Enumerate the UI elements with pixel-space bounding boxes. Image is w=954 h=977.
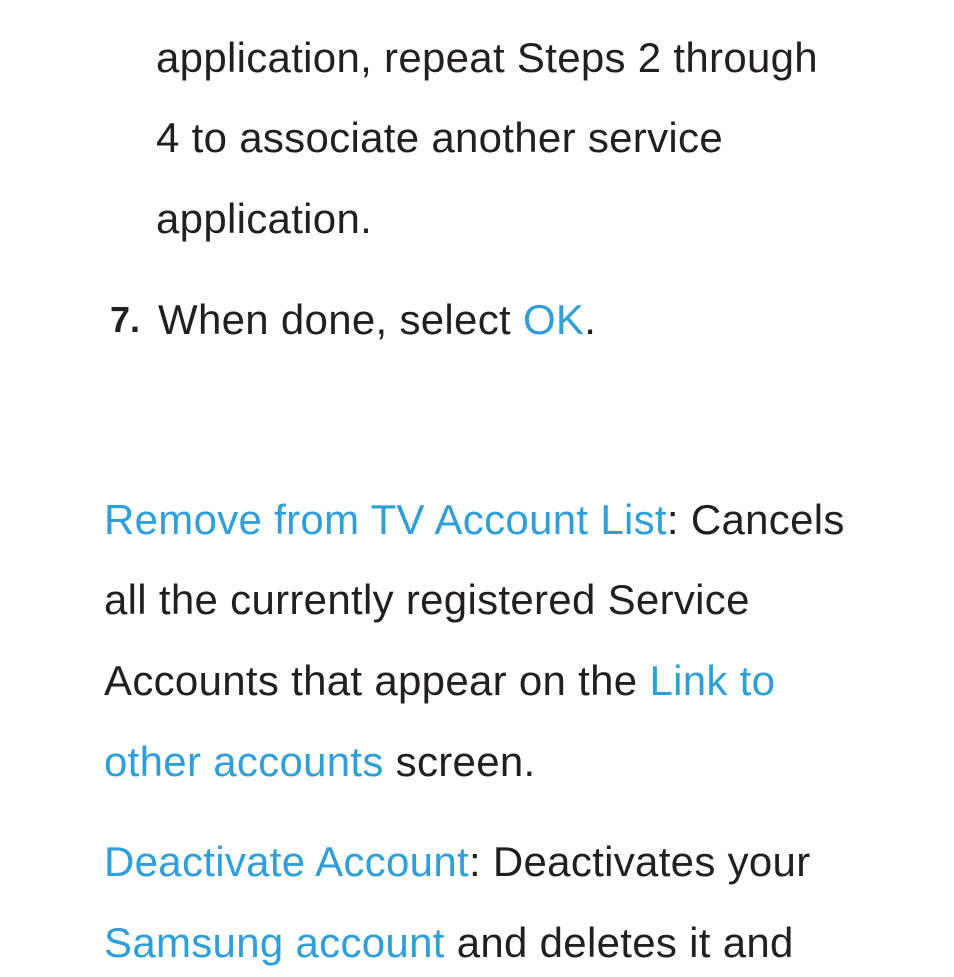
deactivate-item-line-2 bbox=[104, 917, 794, 969]
deactivate-item-line-2-text: and deletes it and bbox=[444, 919, 794, 966]
remove-item-line-4-text: screen. bbox=[383, 738, 536, 785]
remove-item-line-3-text: Accounts that appear on the bbox=[104, 657, 650, 704]
samsung-account-link[interactable]: Samsung account bbox=[104, 919, 445, 966]
step6-line-1: application, repeat Steps 2 through bbox=[156, 34, 818, 81]
remove-item-line-4 bbox=[104, 736, 536, 788]
link-to-other-accounts-link-part2[interactable]: other accounts bbox=[104, 738, 384, 785]
step7-text-after: . bbox=[584, 296, 597, 343]
remove-from-tv-account-list-link[interactable]: Remove from TV Account List bbox=[104, 496, 667, 543]
remove-item-line-3 bbox=[104, 655, 775, 707]
remove-item-line-1 bbox=[104, 494, 845, 546]
deactivate-account-link[interactable]: Deactivate Account bbox=[104, 838, 469, 885]
step7-text bbox=[158, 294, 596, 346]
step7-number: 7. bbox=[110, 299, 141, 340]
remove-item-line-2: all the currently registered Service bbox=[104, 576, 750, 623]
step7-text-before: When done, select bbox=[158, 296, 523, 343]
deactivate-item-colon-text: : Deactivates your bbox=[468, 838, 811, 885]
remove-item-colon-text: : Cancels bbox=[666, 496, 845, 543]
ok-link[interactable]: OK bbox=[522, 296, 585, 343]
deactivate-item-line-1 bbox=[104, 836, 811, 888]
link-to-other-accounts-link-part1[interactable]: Link to bbox=[649, 657, 776, 704]
step6-line-2: 4 to associate another service bbox=[156, 114, 723, 161]
step6-line-3: application. bbox=[156, 195, 373, 242]
